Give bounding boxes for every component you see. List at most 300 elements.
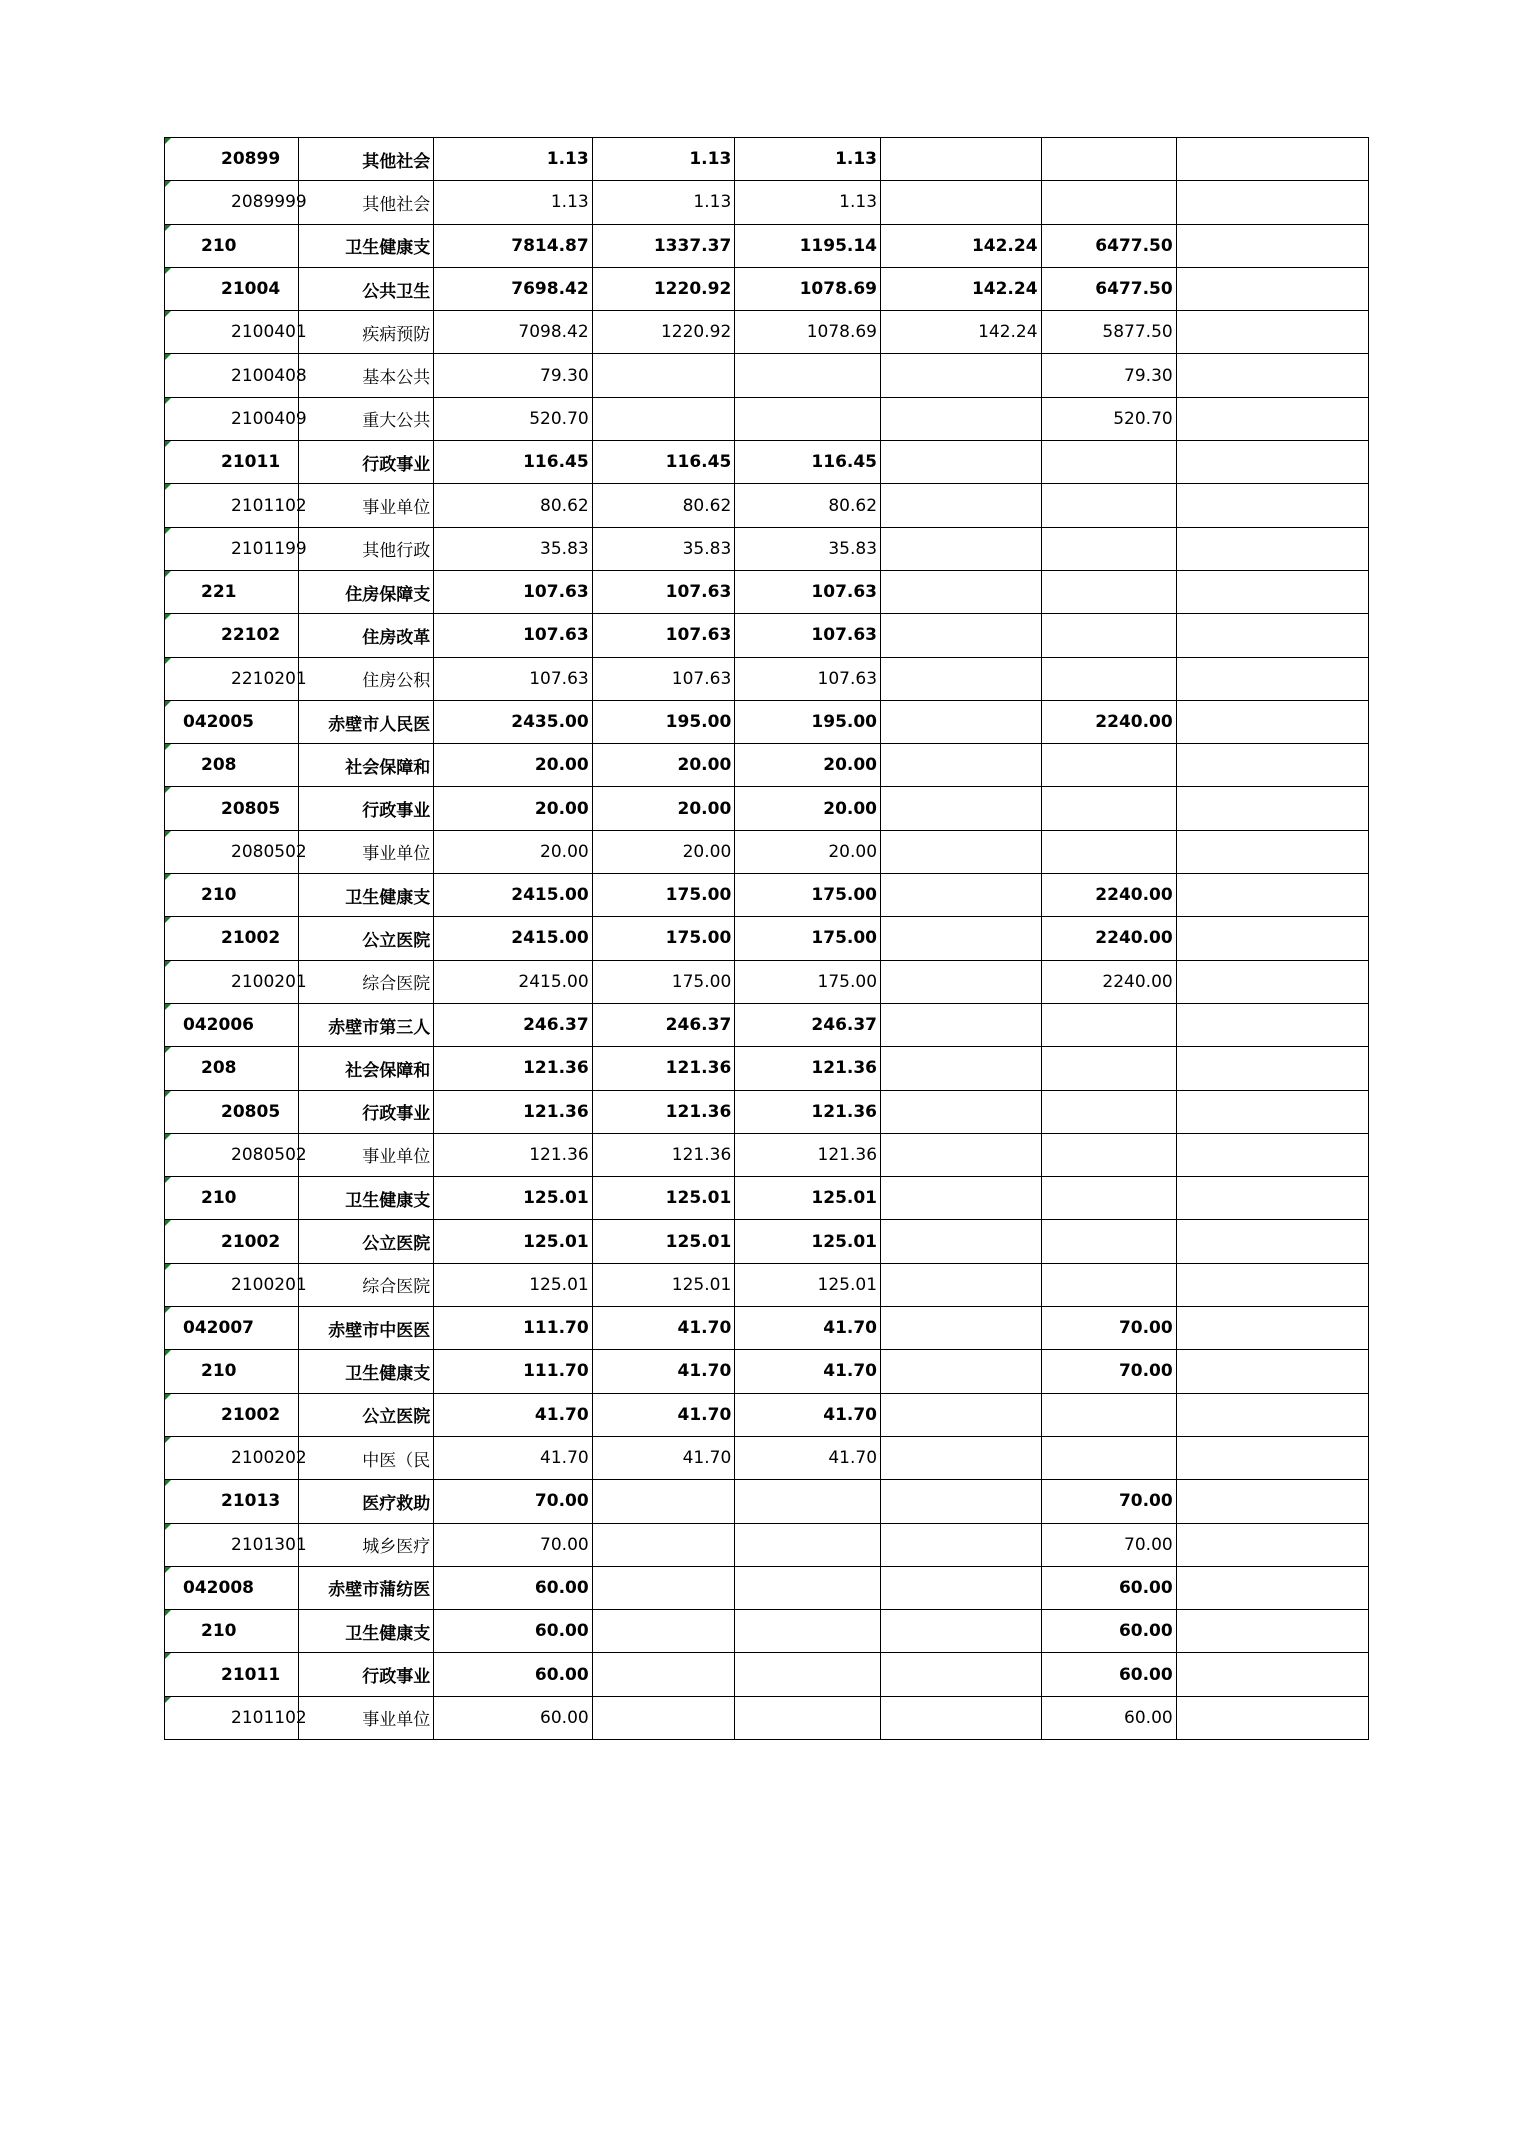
- public-expense-cell: [881, 441, 1042, 484]
- subject-code-cell: 22102: [165, 614, 299, 657]
- table-row: [165, 657, 1369, 700]
- personnel-expense-cell: 1078.69: [735, 267, 881, 310]
- other-cell: [1176, 1133, 1368, 1176]
- other-cell: [1176, 1307, 1368, 1350]
- other-cell: [1176, 657, 1368, 700]
- other-cell: [1176, 1436, 1368, 1479]
- other-cell: [1176, 1047, 1368, 1090]
- other-cell: [1176, 874, 1368, 917]
- basic-expense-cell: 107.63: [592, 614, 735, 657]
- project-expense-cell: [1041, 181, 1176, 224]
- subject-code-cell: 210: [165, 874, 299, 917]
- table-row: [165, 1133, 1369, 1176]
- basic-expense-cell: 1337.37: [592, 224, 735, 267]
- personnel-expense-cell: 1.13: [735, 181, 881, 224]
- project-expense-cell: [1041, 138, 1176, 181]
- subject-name-cell: 事业单位: [299, 830, 434, 873]
- public-expense-cell: [881, 614, 1042, 657]
- table-row: [165, 138, 1369, 181]
- table-row: [165, 960, 1369, 1003]
- subject-name-cell: 赤壁市中医医: [299, 1307, 434, 1350]
- subject-code-cell: 2101102: [165, 1696, 299, 1739]
- other-cell: [1176, 1610, 1368, 1653]
- personnel-expense-cell: 41.70: [735, 1307, 881, 1350]
- table-row: [165, 1350, 1369, 1393]
- project-expense-cell: 60.00: [1041, 1696, 1176, 1739]
- total-amount-cell: 79.30: [434, 354, 592, 397]
- subject-name-cell: 社会保障和: [299, 1047, 434, 1090]
- basic-expense-cell: 175.00: [592, 960, 735, 1003]
- basic-expense-cell: [592, 1480, 735, 1523]
- total-amount-cell: 70.00: [434, 1523, 592, 1566]
- table-row: [165, 1436, 1369, 1479]
- personnel-expense-cell: 175.00: [735, 874, 881, 917]
- project-expense-cell: 70.00: [1041, 1523, 1176, 1566]
- basic-expense-cell: 125.01: [592, 1263, 735, 1306]
- subject-name-cell: 赤壁市第三人: [299, 1003, 434, 1046]
- basic-expense-cell: 20.00: [592, 830, 735, 873]
- budget-table: [164, 137, 1369, 1740]
- other-cell: [1176, 1220, 1368, 1263]
- subject-code-cell: 042007: [165, 1307, 299, 1350]
- total-amount-cell: 125.01: [434, 1220, 592, 1263]
- table-row: [165, 1566, 1369, 1609]
- total-amount-cell: 246.37: [434, 1003, 592, 1046]
- other-cell: [1176, 484, 1368, 527]
- basic-expense-cell: [592, 1610, 735, 1653]
- total-amount-cell: 60.00: [434, 1653, 592, 1696]
- table-row: [165, 1653, 1369, 1696]
- other-cell: [1176, 1263, 1368, 1306]
- personnel-expense-cell: [735, 1653, 881, 1696]
- public-expense-cell: [881, 700, 1042, 743]
- public-expense-cell: [881, 1047, 1042, 1090]
- public-expense-cell: [881, 1610, 1042, 1653]
- table-row: [165, 1480, 1369, 1523]
- subject-code-cell: 2101301: [165, 1523, 299, 1566]
- subject-name-cell: 疾病预防: [299, 311, 434, 354]
- table-row: [165, 1393, 1369, 1436]
- public-expense-cell: [881, 1393, 1042, 1436]
- table-row: [165, 441, 1369, 484]
- basic-expense-cell: 41.70: [592, 1436, 735, 1479]
- personnel-expense-cell: [735, 1480, 881, 1523]
- public-expense-cell: [881, 1177, 1042, 1220]
- public-expense-cell: [881, 1653, 1042, 1696]
- total-amount-cell: 20.00: [434, 744, 592, 787]
- public-expense-cell: 142.24: [881, 267, 1042, 310]
- subject-code-cell: 208: [165, 744, 299, 787]
- table-row: [165, 1523, 1369, 1566]
- public-expense-cell: [881, 354, 1042, 397]
- basic-expense-cell: [592, 397, 735, 440]
- personnel-expense-cell: 121.36: [735, 1090, 881, 1133]
- subject-name-cell: 其他社会: [299, 138, 434, 181]
- subject-name-cell: 行政事业: [299, 787, 434, 830]
- other-cell: [1176, 224, 1368, 267]
- project-expense-cell: 79.30: [1041, 354, 1176, 397]
- project-expense-cell: [1041, 441, 1176, 484]
- total-amount-cell: 70.00: [434, 1480, 592, 1523]
- other-cell: [1176, 311, 1368, 354]
- public-expense-cell: [881, 830, 1042, 873]
- personnel-expense-cell: 41.70: [735, 1393, 881, 1436]
- project-expense-cell: [1041, 1177, 1176, 1220]
- personnel-expense-cell: 20.00: [735, 744, 881, 787]
- subject-code-cell: 042005: [165, 700, 299, 743]
- other-cell: [1176, 1653, 1368, 1696]
- personnel-expense-cell: 121.36: [735, 1133, 881, 1176]
- other-cell: [1176, 441, 1368, 484]
- table-row: [165, 1003, 1369, 1046]
- basic-expense-cell: 195.00: [592, 700, 735, 743]
- subject-code-cell: 2210201: [165, 657, 299, 700]
- subject-code-cell: 042008: [165, 1566, 299, 1609]
- public-expense-cell: [881, 1523, 1042, 1566]
- other-cell: [1176, 1177, 1368, 1220]
- total-amount-cell: 41.70: [434, 1393, 592, 1436]
- table-row: [165, 224, 1369, 267]
- table-row: [165, 874, 1369, 917]
- basic-expense-cell: [592, 1653, 735, 1696]
- personnel-expense-cell: 80.62: [735, 484, 881, 527]
- table-row: [165, 354, 1369, 397]
- personnel-expense-cell: 125.01: [735, 1220, 881, 1263]
- basic-expense-cell: 1.13: [592, 181, 735, 224]
- other-cell: [1176, 1523, 1368, 1566]
- personnel-expense-cell: 1.13: [735, 138, 881, 181]
- subject-code-cell: 2100202: [165, 1436, 299, 1479]
- total-amount-cell: 107.63: [434, 614, 592, 657]
- project-expense-cell: 70.00: [1041, 1480, 1176, 1523]
- project-expense-cell: [1041, 830, 1176, 873]
- public-expense-cell: 142.24: [881, 311, 1042, 354]
- subject-code-cell: 2101199: [165, 527, 299, 570]
- subject-name-cell: 赤壁市蒲纺医: [299, 1566, 434, 1609]
- subject-name-cell: 公立医院: [299, 917, 434, 960]
- project-expense-cell: 60.00: [1041, 1653, 1176, 1696]
- personnel-expense-cell: 107.63: [735, 570, 881, 613]
- total-amount-cell: 520.70: [434, 397, 592, 440]
- table-row: [165, 1177, 1369, 1220]
- basic-expense-cell: 121.36: [592, 1090, 735, 1133]
- total-amount-cell: 7698.42: [434, 267, 592, 310]
- subject-name-cell: 社会保障和: [299, 744, 434, 787]
- project-expense-cell: 70.00: [1041, 1350, 1176, 1393]
- other-cell: [1176, 917, 1368, 960]
- other-cell: [1176, 1393, 1368, 1436]
- table-row: [165, 311, 1369, 354]
- table-row: [165, 1696, 1369, 1739]
- table-row: [165, 614, 1369, 657]
- table-row: [165, 397, 1369, 440]
- total-amount-cell: 80.62: [434, 484, 592, 527]
- subject-code-cell: 210: [165, 1610, 299, 1653]
- personnel-expense-cell: [735, 397, 881, 440]
- table-row: [165, 1090, 1369, 1133]
- table-row: [165, 917, 1369, 960]
- total-amount-cell: 121.36: [434, 1133, 592, 1176]
- subject-name-cell: 住房保障支: [299, 570, 434, 613]
- project-expense-cell: [1041, 1003, 1176, 1046]
- subject-name-cell: 综合医院: [299, 1263, 434, 1306]
- basic-expense-cell: 175.00: [592, 874, 735, 917]
- basic-expense-cell: 107.63: [592, 657, 735, 700]
- personnel-expense-cell: 20.00: [735, 787, 881, 830]
- total-amount-cell: 60.00: [434, 1610, 592, 1653]
- project-expense-cell: 520.70: [1041, 397, 1176, 440]
- project-expense-cell: 5877.50: [1041, 311, 1176, 354]
- personnel-expense-cell: 35.83: [735, 527, 881, 570]
- project-expense-cell: [1041, 1047, 1176, 1090]
- basic-expense-cell: 246.37: [592, 1003, 735, 1046]
- personnel-expense-cell: 195.00: [735, 700, 881, 743]
- subject-name-cell: 公立医院: [299, 1393, 434, 1436]
- subject-name-cell: 事业单位: [299, 484, 434, 527]
- subject-name-cell: 住房公积: [299, 657, 434, 700]
- basic-expense-cell: 1.13: [592, 138, 735, 181]
- basic-expense-cell: 121.36: [592, 1133, 735, 1176]
- subject-code-cell: 2100408: [165, 354, 299, 397]
- total-amount-cell: 107.63: [434, 657, 592, 700]
- personnel-expense-cell: 41.70: [735, 1436, 881, 1479]
- total-amount-cell: 2415.00: [434, 874, 592, 917]
- subject-code-cell: 21002: [165, 917, 299, 960]
- subject-name-cell: 卫生健康支: [299, 1350, 434, 1393]
- personnel-expense-cell: 125.01: [735, 1177, 881, 1220]
- other-cell: [1176, 614, 1368, 657]
- public-expense-cell: [881, 1307, 1042, 1350]
- table-row: [165, 1610, 1369, 1653]
- subject-name-cell: 公立医院: [299, 1220, 434, 1263]
- other-cell: [1176, 787, 1368, 830]
- basic-expense-cell: [592, 1566, 735, 1609]
- basic-expense-cell: [592, 354, 735, 397]
- table-row: [165, 1307, 1369, 1350]
- total-amount-cell: 121.36: [434, 1090, 592, 1133]
- public-expense-cell: [881, 484, 1042, 527]
- total-amount-cell: 1.13: [434, 138, 592, 181]
- public-expense-cell: [881, 1220, 1042, 1263]
- public-expense-cell: [881, 527, 1042, 570]
- basic-expense-cell: 41.70: [592, 1307, 735, 1350]
- table-row: [165, 1047, 1369, 1090]
- subject-name-cell: 重大公共: [299, 397, 434, 440]
- basic-expense-cell: 20.00: [592, 787, 735, 830]
- subject-code-cell: 21013: [165, 1480, 299, 1523]
- personnel-expense-cell: 41.70: [735, 1350, 881, 1393]
- public-expense-cell: [881, 1350, 1042, 1393]
- subject-code-cell: 2080502: [165, 830, 299, 873]
- public-expense-cell: [881, 1263, 1042, 1306]
- other-cell: [1176, 744, 1368, 787]
- public-expense-cell: [881, 1480, 1042, 1523]
- total-amount-cell: 125.01: [434, 1177, 592, 1220]
- other-cell: [1176, 267, 1368, 310]
- personnel-expense-cell: 107.63: [735, 657, 881, 700]
- project-expense-cell: [1041, 1133, 1176, 1176]
- public-expense-cell: [881, 960, 1042, 1003]
- basic-expense-cell: 125.01: [592, 1220, 735, 1263]
- total-amount-cell: 7098.42: [434, 311, 592, 354]
- total-amount-cell: 111.70: [434, 1307, 592, 1350]
- table-row: [165, 1263, 1369, 1306]
- table-row: [165, 744, 1369, 787]
- subject-code-cell: 2100201: [165, 960, 299, 1003]
- other-cell: [1176, 138, 1368, 181]
- subject-code-cell: 2101102: [165, 484, 299, 527]
- subject-name-cell: 事业单位: [299, 1133, 434, 1176]
- other-cell: [1176, 397, 1368, 440]
- total-amount-cell: 35.83: [434, 527, 592, 570]
- public-expense-cell: [881, 1133, 1042, 1176]
- other-cell: [1176, 1090, 1368, 1133]
- subject-name-cell: 其他行政: [299, 527, 434, 570]
- public-expense-cell: [881, 1566, 1042, 1609]
- project-expense-cell: 60.00: [1041, 1610, 1176, 1653]
- personnel-expense-cell: 1195.14: [735, 224, 881, 267]
- subject-code-cell: 210: [165, 224, 299, 267]
- project-expense-cell: [1041, 787, 1176, 830]
- project-expense-cell: [1041, 527, 1176, 570]
- total-amount-cell: 20.00: [434, 787, 592, 830]
- subject-name-cell: 事业单位: [299, 1696, 434, 1739]
- public-expense-cell: [881, 874, 1042, 917]
- project-expense-cell: 6477.50: [1041, 267, 1176, 310]
- table-row: [165, 787, 1369, 830]
- other-cell: [1176, 1003, 1368, 1046]
- project-expense-cell: 60.00: [1041, 1566, 1176, 1609]
- personnel-expense-cell: [735, 354, 881, 397]
- personnel-expense-cell: 116.45: [735, 441, 881, 484]
- project-expense-cell: 2240.00: [1041, 917, 1176, 960]
- basic-expense-cell: 175.00: [592, 917, 735, 960]
- other-cell: [1176, 354, 1368, 397]
- total-amount-cell: 2435.00: [434, 700, 592, 743]
- subject-name-cell: 行政事业: [299, 441, 434, 484]
- subject-name-cell: 其他社会: [299, 181, 434, 224]
- total-amount-cell: 60.00: [434, 1696, 592, 1739]
- project-expense-cell: [1041, 484, 1176, 527]
- personnel-expense-cell: [735, 1610, 881, 1653]
- public-expense-cell: [881, 397, 1042, 440]
- project-expense-cell: [1041, 1436, 1176, 1479]
- subject-code-cell: 042006: [165, 1003, 299, 1046]
- other-cell: [1176, 1480, 1368, 1523]
- public-expense-cell: [881, 1696, 1042, 1739]
- basic-expense-cell: 20.00: [592, 744, 735, 787]
- other-cell: [1176, 1696, 1368, 1739]
- subject-name-cell: 综合医院: [299, 960, 434, 1003]
- personnel-expense-cell: [735, 1566, 881, 1609]
- personnel-expense-cell: 1078.69: [735, 311, 881, 354]
- basic-expense-cell: 41.70: [592, 1393, 735, 1436]
- subject-code-cell: 210: [165, 1350, 299, 1393]
- project-expense-cell: [1041, 570, 1176, 613]
- budget-table-body: [165, 138, 1369, 1740]
- subject-name-cell: 行政事业: [299, 1090, 434, 1133]
- total-amount-cell: 2415.00: [434, 960, 592, 1003]
- subject-name-cell: 卫生健康支: [299, 874, 434, 917]
- project-expense-cell: 2240.00: [1041, 700, 1176, 743]
- subject-name-cell: 医疗救助: [299, 1480, 434, 1523]
- subject-name-cell: 中医（民: [299, 1436, 434, 1479]
- table-row: [165, 570, 1369, 613]
- other-cell: [1176, 830, 1368, 873]
- basic-expense-cell: 107.63: [592, 570, 735, 613]
- subject-name-cell: 基本公共: [299, 354, 434, 397]
- total-amount-cell: 20.00: [434, 830, 592, 873]
- personnel-expense-cell: 107.63: [735, 614, 881, 657]
- subject-code-cell: 208: [165, 1047, 299, 1090]
- table-row: [165, 181, 1369, 224]
- other-cell: [1176, 527, 1368, 570]
- public-expense-cell: [881, 657, 1042, 700]
- basic-expense-cell: 116.45: [592, 441, 735, 484]
- subject-code-cell: 20805: [165, 1090, 299, 1133]
- project-expense-cell: 70.00: [1041, 1307, 1176, 1350]
- basic-expense-cell: [592, 1696, 735, 1739]
- personnel-expense-cell: [735, 1523, 881, 1566]
- subject-name-cell: 赤壁市人民医: [299, 700, 434, 743]
- table-row: [165, 700, 1369, 743]
- public-expense-cell: [881, 1003, 1042, 1046]
- total-amount-cell: 1.13: [434, 181, 592, 224]
- basic-expense-cell: 80.62: [592, 484, 735, 527]
- basic-expense-cell: 41.70: [592, 1350, 735, 1393]
- total-amount-cell: 7814.87: [434, 224, 592, 267]
- total-amount-cell: 60.00: [434, 1566, 592, 1609]
- basic-expense-cell: [592, 1523, 735, 1566]
- subject-name-cell: 卫生健康支: [299, 1610, 434, 1653]
- total-amount-cell: 116.45: [434, 441, 592, 484]
- public-expense-cell: [881, 1090, 1042, 1133]
- table-row: [165, 527, 1369, 570]
- personnel-expense-cell: [735, 1696, 881, 1739]
- other-cell: [1176, 960, 1368, 1003]
- subject-code-cell: 2100409: [165, 397, 299, 440]
- project-expense-cell: [1041, 1393, 1176, 1436]
- personnel-expense-cell: 20.00: [735, 830, 881, 873]
- total-amount-cell: 107.63: [434, 570, 592, 613]
- basic-expense-cell: 35.83: [592, 527, 735, 570]
- total-amount-cell: 125.01: [434, 1263, 592, 1306]
- subject-name-cell: 卫生健康支: [299, 224, 434, 267]
- subject-code-cell: 2080502: [165, 1133, 299, 1176]
- subject-name-cell: 卫生健康支: [299, 1177, 434, 1220]
- public-expense-cell: 142.24: [881, 224, 1042, 267]
- project-expense-cell: [1041, 614, 1176, 657]
- project-expense-cell: [1041, 1090, 1176, 1133]
- total-amount-cell: 121.36: [434, 1047, 592, 1090]
- basic-expense-cell: 1220.92: [592, 311, 735, 354]
- public-expense-cell: [881, 570, 1042, 613]
- other-cell: [1176, 570, 1368, 613]
- personnel-expense-cell: 125.01: [735, 1263, 881, 1306]
- subject-code-cell: 2100201: [165, 1263, 299, 1306]
- personnel-expense-cell: 246.37: [735, 1003, 881, 1046]
- project-expense-cell: [1041, 1220, 1176, 1263]
- other-cell: [1176, 700, 1368, 743]
- subject-name-cell: 城乡医疗: [299, 1523, 434, 1566]
- subject-code-cell: 221: [165, 570, 299, 613]
- public-expense-cell: [881, 138, 1042, 181]
- project-expense-cell: [1041, 744, 1176, 787]
- public-expense-cell: [881, 917, 1042, 960]
- subject-name-cell: 住房改革: [299, 614, 434, 657]
- subject-code-cell: 20805: [165, 787, 299, 830]
- project-expense-cell: 2240.00: [1041, 874, 1176, 917]
